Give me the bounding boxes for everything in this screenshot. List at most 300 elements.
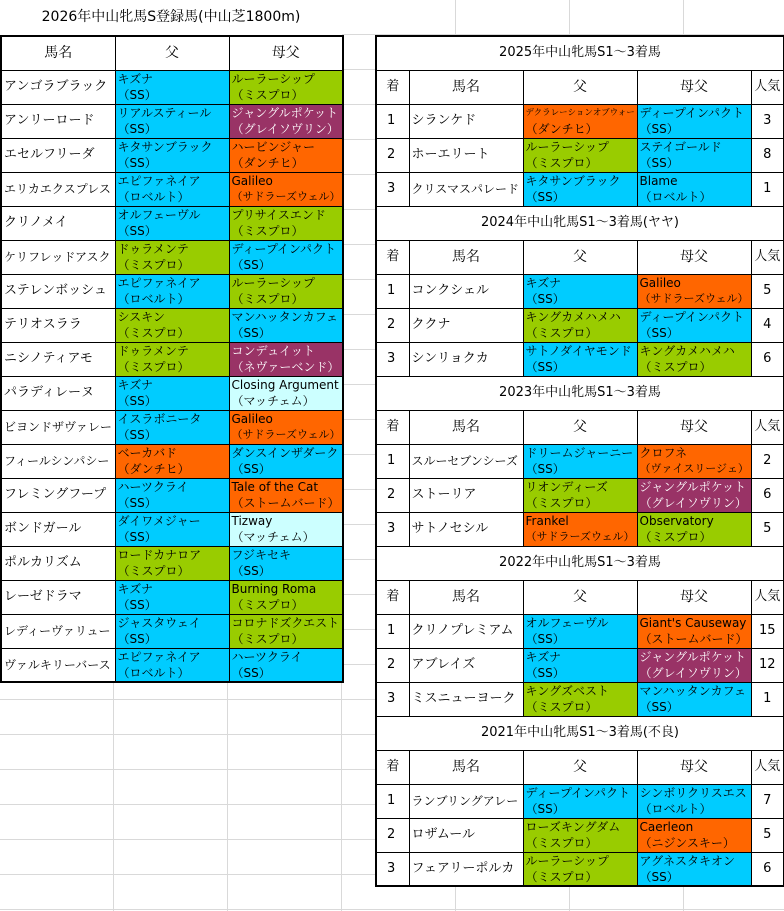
- horse-name-cell-text: エリカエクスプレス: [4, 182, 111, 196]
- horse-name-cell-text: ランブリングアレー: [411, 794, 519, 808]
- section-title: 2022年中山牝馬S1～3着馬: [376, 546, 784, 580]
- horse-name-cell-text: ミスニューヨーク: [411, 691, 516, 706]
- table-row: [1, 410, 343, 444]
- finish-cell: 2: [376, 818, 409, 852]
- popularity-cell: 1: [751, 172, 784, 206]
- horse-name-header: 馬名: [409, 70, 523, 104]
- sire-cell-line: （SS）: [525, 462, 565, 476]
- horse-name-cell[interactable]: [1, 478, 115, 512]
- dam-sire-header: 母父: [637, 410, 751, 444]
- dam-sire-cell-line: （ストームバード）: [231, 496, 340, 510]
- dam-sire-cell[interactable]: [637, 308, 751, 342]
- sire-cell-name: オルフェーヴル: [117, 208, 201, 222]
- header-row: [376, 240, 784, 274]
- sire-cell-line: （SS）: [117, 122, 157, 136]
- table-row: [376, 614, 784, 648]
- dam-sire-cell-name: マンハッタンカフェ: [639, 684, 747, 698]
- dam-sire-cell-name: Observatory: [639, 514, 714, 528]
- sire-cell-name: イスラボニータ: [117, 412, 202, 426]
- dam-sire-cell-line: （SS）: [231, 665, 271, 680]
- sire-cell[interactable]: [115, 614, 229, 648]
- sire-cell[interactable]: [115, 240, 229, 274]
- horse-name-cell[interactable]: [1, 138, 115, 172]
- horse-name-cell[interactable]: [1, 206, 115, 240]
- popularity-cell: 5: [751, 512, 784, 546]
- dam-sire-cell-name: ハービンジャー: [231, 140, 315, 154]
- table-row: [376, 682, 784, 716]
- header-row: [376, 750, 784, 784]
- sire-cell[interactable]: [523, 104, 637, 138]
- dam-sire-cell[interactable]: [637, 512, 751, 546]
- horse-name-cell[interactable]: [1, 342, 115, 376]
- sire-cell[interactable]: [523, 648, 637, 682]
- horse-name-cell[interactable]: [409, 172, 523, 206]
- dam-sire-cell-line: （ヴァイスリージェ）: [639, 462, 749, 475]
- finish-cell: 2: [376, 138, 409, 172]
- dam-sire-cell[interactable]: [637, 818, 751, 852]
- dam-sire-cell[interactable]: [637, 342, 751, 376]
- sire-cell[interactable]: [115, 648, 229, 682]
- dam-sire-cell-name: Galileo: [639, 276, 681, 290]
- dam-sire-cell[interactable]: [637, 104, 751, 138]
- dam-sire-cell[interactable]: [229, 546, 343, 580]
- table-row: [376, 818, 784, 852]
- sire-cell-line: （SS）: [525, 802, 565, 816]
- dam-sire-cell-name: ハーツクライ: [231, 649, 303, 664]
- horse-name-cell[interactable]: [1, 240, 115, 274]
- sire-cell-line: （SS）: [525, 190, 565, 204]
- popularity-cell: 8: [751, 138, 784, 172]
- horse-name-cell[interactable]: [1, 580, 115, 614]
- dam-sire-cell-line: （ストームバード）: [639, 632, 748, 646]
- horse-name-cell[interactable]: [409, 818, 523, 852]
- popularity-cell: 6: [751, 342, 784, 376]
- dam-sire-cell-line: （グレイソヴリン）: [639, 496, 747, 510]
- sire-cell-name: サトノダイヤモンド: [525, 344, 632, 358]
- horse-name-cell-text: レーゼドラマ: [4, 589, 82, 604]
- finish-cell: 1: [376, 614, 409, 648]
- horse-name-cell[interactable]: [1, 308, 115, 342]
- horse-name-cell[interactable]: [409, 104, 523, 138]
- dam-sire-cell[interactable]: [229, 512, 343, 546]
- finish-cell: 2: [376, 648, 409, 682]
- table-row: [376, 308, 784, 342]
- dam-sire-cell-line: （SS）: [231, 564, 271, 578]
- sire-cell-line: （ロベルト）: [117, 292, 190, 306]
- dam-sire-cell-name: ジャングルポケット: [639, 650, 747, 664]
- horse-name-cell-text: レディーヴァリュー: [4, 624, 111, 638]
- sire-cell-line: （ミスプロ）: [525, 700, 598, 714]
- dam-sire-cell[interactable]: [229, 70, 343, 104]
- horse-name-cell[interactable]: [1, 376, 115, 410]
- horse-name-cell[interactable]: [409, 274, 523, 308]
- sire-cell-name: キングズベスト: [525, 684, 610, 698]
- sire-cell[interactable]: [523, 308, 637, 342]
- sire-cell[interactable]: [115, 478, 229, 512]
- section-title-row: [376, 546, 784, 580]
- sire-cell-line: （SS）: [117, 496, 157, 510]
- sire-cell-line: （ミスプロ）: [525, 156, 598, 170]
- horse-name-cell[interactable]: [409, 478, 523, 512]
- dam-sire-cell[interactable]: [229, 580, 343, 614]
- dam-sire-cell-line: （ロベルト）: [639, 190, 712, 204]
- sire-cell[interactable]: [523, 818, 637, 852]
- sire-cell-name: ドゥラメンテ: [117, 242, 189, 256]
- sire-cell-name: リオンディーズ: [525, 480, 608, 494]
- dam-sire-cell[interactable]: [637, 784, 751, 818]
- dam-sire-cell[interactable]: [637, 682, 751, 716]
- sire-cell-name: エピファネイア: [117, 276, 201, 290]
- table-row: [1, 342, 343, 376]
- horse-name-header: 馬名: [409, 410, 523, 444]
- finish-cell: 1: [376, 104, 409, 138]
- dam-sire-cell-name: コロナドズクエスト: [231, 616, 340, 630]
- sire-cell-name: キズナ: [525, 650, 562, 664]
- sire-cell[interactable]: [115, 580, 229, 614]
- horse-name-cell[interactable]: [409, 648, 523, 682]
- sire-cell[interactable]: [115, 512, 229, 546]
- sire-cell-line: （SS）: [525, 360, 565, 374]
- dam-sire-cell-name: Giant's Causeway: [639, 616, 747, 630]
- finish-cell: 2: [376, 478, 409, 512]
- header-row: [376, 70, 784, 104]
- table-row: [376, 342, 784, 376]
- sire-cell[interactable]: [115, 308, 229, 342]
- finish-header: 着: [376, 70, 409, 104]
- dam-sire-header: 母父: [637, 70, 751, 104]
- finish-header: 着: [376, 410, 409, 444]
- horse-name-cell[interactable]: [409, 682, 523, 716]
- section-title-row: [376, 376, 784, 410]
- dam-sire-cell-name: Galileo: [231, 174, 273, 188]
- horse-name-cell-text: ポルカリズム: [4, 555, 82, 570]
- finish-cell: 2: [376, 308, 409, 342]
- section-title: 2023年中山牝馬S1～3着馬: [376, 376, 784, 410]
- sire-cell[interactable]: [115, 70, 229, 104]
- dam-sire-cell-name: Caerleon: [639, 820, 694, 834]
- popularity-header: 人気: [751, 410, 784, 444]
- finish-cell: 3: [376, 682, 409, 716]
- dam-sire-cell-line: （SS）: [639, 122, 679, 136]
- dam-sire-cell[interactable]: [229, 342, 343, 376]
- finish-header: 着: [376, 240, 409, 274]
- sire-cell[interactable]: [115, 274, 229, 308]
- dam-sire-header: 母父: [637, 580, 751, 614]
- horse-name-cell-text: テリオスララ: [4, 317, 82, 332]
- sire-cell-name: シスキン: [117, 310, 166, 324]
- dam-sire-cell-line: （ミスプロ）: [231, 224, 304, 238]
- dam-sire-cell-name: Tizway: [231, 514, 273, 528]
- dam-sire-cell-name: Galileo: [231, 412, 273, 426]
- dam-sire-cell-name: シンボリクリスエス: [639, 786, 747, 800]
- horse-name-cell[interactable]: [1, 648, 115, 682]
- sheet-title: 2026年中山牝馬S登録馬(中山芝1800m): [0, 0, 342, 35]
- dam-sire-cell-line: （ロベルト）: [639, 802, 712, 816]
- finish-cell: 3: [376, 342, 409, 376]
- dam-sire-cell-line: （SS）: [639, 326, 679, 340]
- table-row: [376, 648, 784, 682]
- dam-sire-cell[interactable]: [229, 240, 343, 274]
- dam-sire-cell-line: （SS）: [639, 700, 679, 714]
- dam-sire-cell[interactable]: [637, 444, 751, 478]
- finish-cell: 1: [376, 784, 409, 818]
- table-row: [1, 614, 343, 648]
- horse-name-cell-text: クリノメイ: [4, 215, 68, 230]
- sire-cell-name: ハーツクライ: [117, 480, 189, 494]
- dam-sire-cell-line: （ミスプロ）: [231, 598, 304, 612]
- sire-cell[interactable]: [523, 138, 637, 172]
- table-row: [1, 580, 343, 614]
- horse-name-cell[interactable]: [1, 410, 115, 444]
- horse-name-header: 馬名: [409, 240, 523, 274]
- popularity-header: 人気: [751, 750, 784, 784]
- horse-name-cell[interactable]: [409, 342, 523, 376]
- sire-cell[interactable]: [115, 342, 229, 376]
- sire-cell-line: （ミスプロ）: [117, 360, 190, 374]
- sire-cell-line: （ミスプロ）: [117, 326, 190, 340]
- horse-name-cell[interactable]: [1, 512, 115, 546]
- sire-cell-name: キズナ: [117, 72, 154, 86]
- dam-sire-cell[interactable]: [229, 104, 343, 138]
- sire-cell-name: キングカメハメハ: [525, 310, 621, 324]
- dam-sire-cell[interactable]: [637, 274, 751, 308]
- sire-cell[interactable]: [523, 172, 637, 206]
- past-results-table: [375, 35, 784, 887]
- finish-cell: 1: [376, 444, 409, 478]
- sire-cell-line: （ミスプロ）: [117, 258, 190, 272]
- dam-sire-cell[interactable]: [229, 138, 343, 172]
- header-row: [376, 410, 784, 444]
- horse-name-cell[interactable]: [1, 172, 115, 206]
- table-row: [1, 444, 343, 478]
- sire-cell[interactable]: [523, 512, 637, 546]
- horse-name-cell-text: アンリーロード: [4, 113, 95, 128]
- header-row: [376, 580, 784, 614]
- horse-name-cell[interactable]: [409, 614, 523, 648]
- sire-cell[interactable]: [523, 614, 637, 648]
- table-row: [1, 274, 343, 308]
- popularity-cell: 6: [751, 478, 784, 512]
- table-row: [1, 546, 343, 580]
- sire-cell-line: （SS）: [525, 666, 565, 680]
- dam-sire-cell[interactable]: [229, 444, 343, 478]
- table-row: [1, 376, 343, 410]
- sire-header: 父: [523, 240, 637, 274]
- sire-cell-line: （SS）: [117, 632, 157, 646]
- sire-cell-line: （SS）: [117, 530, 157, 544]
- dam-sire-cell-line: （マッチェム）: [231, 530, 315, 544]
- sire-cell-name: ルーラーシップ: [525, 140, 610, 154]
- table-row: [376, 784, 784, 818]
- sire-cell-name: デクラレーションオブウォー: [525, 108, 635, 118]
- dam-sire-cell-line: （SS）: [231, 462, 271, 476]
- dam-sire-cell-name: クロフネ: [639, 446, 688, 460]
- dam-sire-cell[interactable]: [229, 308, 343, 342]
- dam-sire-cell[interactable]: [637, 852, 751, 886]
- dam-sire-cell-line: （SS）: [639, 156, 679, 170]
- dam-sire-cell-line: （マッチェム）: [231, 394, 315, 408]
- sire-header: 父: [115, 36, 229, 70]
- sire-cell-line: （SS）: [117, 88, 157, 102]
- dam-sire-cell[interactable]: [229, 614, 343, 648]
- sire-cell-name: キズナ: [117, 582, 154, 596]
- sire-cell-name: リアルスティール: [117, 106, 212, 120]
- sire-cell[interactable]: [115, 410, 229, 444]
- sire-cell-line: （ダンチヒ）: [525, 122, 598, 136]
- dam-sire-cell-line: （ミスプロ）: [231, 292, 304, 306]
- horse-name-cell-text: フレミングフープ: [4, 487, 107, 502]
- dam-sire-cell[interactable]: [637, 478, 751, 512]
- horse-name-cell-text: シランケド: [411, 113, 477, 128]
- sire-cell-name: ドリームジャーニー: [525, 446, 634, 460]
- sire-cell-line: （ミスプロ）: [117, 564, 190, 578]
- sire-cell-name: ルーラーシップ: [525, 853, 610, 868]
- finish-header: 着: [376, 750, 409, 784]
- sire-cell[interactable]: [115, 104, 229, 138]
- dam-sire-cell-name: ディープインパクト: [231, 242, 337, 256]
- dam-sire-cell-name: プリサイスエンド: [231, 208, 326, 222]
- sire-cell[interactable]: [115, 376, 229, 410]
- sire-cell[interactable]: [523, 478, 637, 512]
- sire-cell-line: （ミスプロ）: [525, 326, 598, 340]
- dam-sire-cell[interactable]: [229, 648, 343, 682]
- horse-name-cell[interactable]: [1, 274, 115, 308]
- horse-name-cell[interactable]: [409, 308, 523, 342]
- horse-name-cell[interactable]: [1, 70, 115, 104]
- popularity-header: 人気: [751, 580, 784, 614]
- horse-name-cell-text: ビヨンドザヴァレー: [4, 420, 112, 434]
- horse-name-cell[interactable]: [1, 104, 115, 138]
- dam-sire-cell-name: ステイゴールド: [639, 140, 722, 154]
- table-row: [376, 138, 784, 172]
- horse-name-header: 馬名: [409, 750, 523, 784]
- sire-cell-name: ジャスタウェイ: [117, 616, 201, 630]
- sire-cell-line: （SS）: [117, 224, 157, 238]
- horse-name-cell-text: コンクシェル: [411, 283, 489, 298]
- horse-name-cell[interactable]: [1, 444, 115, 478]
- table-row: [1, 104, 343, 138]
- sire-cell[interactable]: [523, 342, 637, 376]
- sire-cell[interactable]: [115, 138, 229, 172]
- sire-cell[interactable]: [523, 274, 637, 308]
- horse-name-cell-text: ストーリア: [411, 487, 477, 502]
- popularity-cell: 5: [751, 818, 784, 852]
- dam-sire-cell[interactable]: [229, 478, 343, 512]
- dam-sire-cell[interactable]: [229, 410, 343, 444]
- dam-sire-cell[interactable]: [637, 172, 751, 206]
- popularity-cell: 15: [751, 614, 784, 648]
- sire-cell-line: （SS）: [117, 428, 157, 442]
- table-row: [376, 852, 784, 886]
- dam-sire-cell[interactable]: [637, 138, 751, 172]
- dam-sire-cell-name: ディープインパクト: [639, 106, 745, 120]
- horse-name-cell-text: エセルフリーダ: [4, 147, 95, 162]
- sire-cell-name: キズナ: [525, 276, 562, 290]
- section-title: 2025年中山牝馬S1～3着馬: [376, 36, 784, 70]
- dam-sire-cell-line: （サドラーズウェル）: [231, 190, 341, 203]
- popularity-header: 人気: [751, 70, 784, 104]
- dam-sire-header: 母父: [637, 240, 751, 274]
- horse-name-cell-text: クリスマスパレード: [411, 182, 520, 196]
- entries-table: [0, 35, 344, 683]
- sire-cell[interactable]: [523, 682, 637, 716]
- dam-sire-cell-name: コンデュイット: [231, 344, 315, 358]
- dam-sire-cell[interactable]: [229, 172, 343, 206]
- table-row: [376, 512, 784, 546]
- dam-sire-cell-name: フジキセキ: [231, 548, 292, 562]
- dam-sire-cell-line: （ミスプロ）: [231, 88, 304, 102]
- sire-header: 父: [523, 410, 637, 444]
- horse-name-cell[interactable]: [409, 852, 523, 886]
- horse-name-cell-text: フィールシンパシー: [4, 454, 110, 468]
- dam-sire-cell-name: ジャングルポケット: [231, 106, 339, 120]
- horse-name-cell[interactable]: [409, 512, 523, 546]
- horse-name-cell-text: クリノプレミアム: [411, 623, 514, 638]
- horse-name-cell-text: ケリフレッドアスク: [4, 250, 111, 264]
- horse-name-cell-text: アンゴラブラック: [4, 79, 108, 94]
- horse-name-cell-text: スルーセブンシーズ: [411, 454, 518, 468]
- horse-name-cell-text: ロザムール: [411, 827, 475, 842]
- sire-cell-name: ディープインパクト: [525, 786, 631, 800]
- dam-sire-header: 母父: [637, 750, 751, 784]
- table-row: [1, 70, 343, 104]
- horse-name-cell-text: ボンドガール: [4, 521, 82, 536]
- dam-sire-cell[interactable]: [229, 376, 343, 410]
- popularity-cell: 12: [751, 648, 784, 682]
- sire-cell[interactable]: [115, 172, 229, 206]
- section-title: 2024年中山牝馬S1～3着馬(ヤヤ): [376, 206, 784, 240]
- popularity-cell: 2: [751, 444, 784, 478]
- sire-cell[interactable]: [115, 206, 229, 240]
- dam-sire-cell-name: Tale of the Cat: [231, 480, 319, 494]
- sire-cell-line: （サドラーズウェル）: [525, 530, 635, 543]
- sire-cell-name: ドゥラメンテ: [117, 344, 189, 358]
- dam-sire-cell-name: ダンスインザダーク: [231, 446, 339, 460]
- dam-sire-cell[interactable]: [229, 206, 343, 240]
- dam-sire-cell-line: （ミスプロ）: [231, 632, 304, 646]
- sire-cell[interactable]: [115, 444, 229, 478]
- sire-cell[interactable]: [523, 444, 637, 478]
- finish-cell: 1: [376, 274, 409, 308]
- dam-sire-cell-line: （サドラーズウェル）: [639, 292, 749, 305]
- horse-name-cell[interactable]: [409, 444, 523, 478]
- section-title: 2021年中山牝馬S1～3着馬(不良): [376, 716, 784, 750]
- dam-sire-cell[interactable]: [637, 614, 751, 648]
- sire-cell-line: （SS）: [525, 292, 565, 306]
- dam-sire-cell[interactable]: [229, 274, 343, 308]
- dam-sire-cell-line: （ニジンスキー）: [639, 836, 735, 850]
- sire-cell[interactable]: [115, 546, 229, 580]
- sire-cell[interactable]: [523, 852, 637, 886]
- sire-cell-line: （SS）: [117, 394, 157, 408]
- sire-cell[interactable]: [523, 784, 637, 818]
- dam-sire-cell-line: （ミスプロ）: [639, 360, 712, 374]
- horse-name-cell-text: ヴァルキリーバース: [4, 657, 111, 672]
- dam-sire-cell-line: （グレイソヴリン）: [231, 122, 339, 136]
- horse-name-cell[interactable]: [409, 138, 523, 172]
- dam-sire-cell-line: （SS）: [639, 869, 679, 884]
- dam-sire-cell-name: Closing Argument: [231, 378, 339, 392]
- horse-name-cell[interactable]: [1, 546, 115, 580]
- sire-cell-line: （ロベルト）: [117, 665, 190, 680]
- sire-cell-name: ベーカバド: [117, 446, 178, 460]
- table-row: [376, 444, 784, 478]
- horse-name-cell[interactable]: [409, 784, 523, 818]
- table-row: [376, 274, 784, 308]
- dam-sire-cell[interactable]: [637, 648, 751, 682]
- sire-cell-name: ダイワメジャー: [117, 514, 201, 528]
- horse-name-cell[interactable]: [1, 614, 115, 648]
